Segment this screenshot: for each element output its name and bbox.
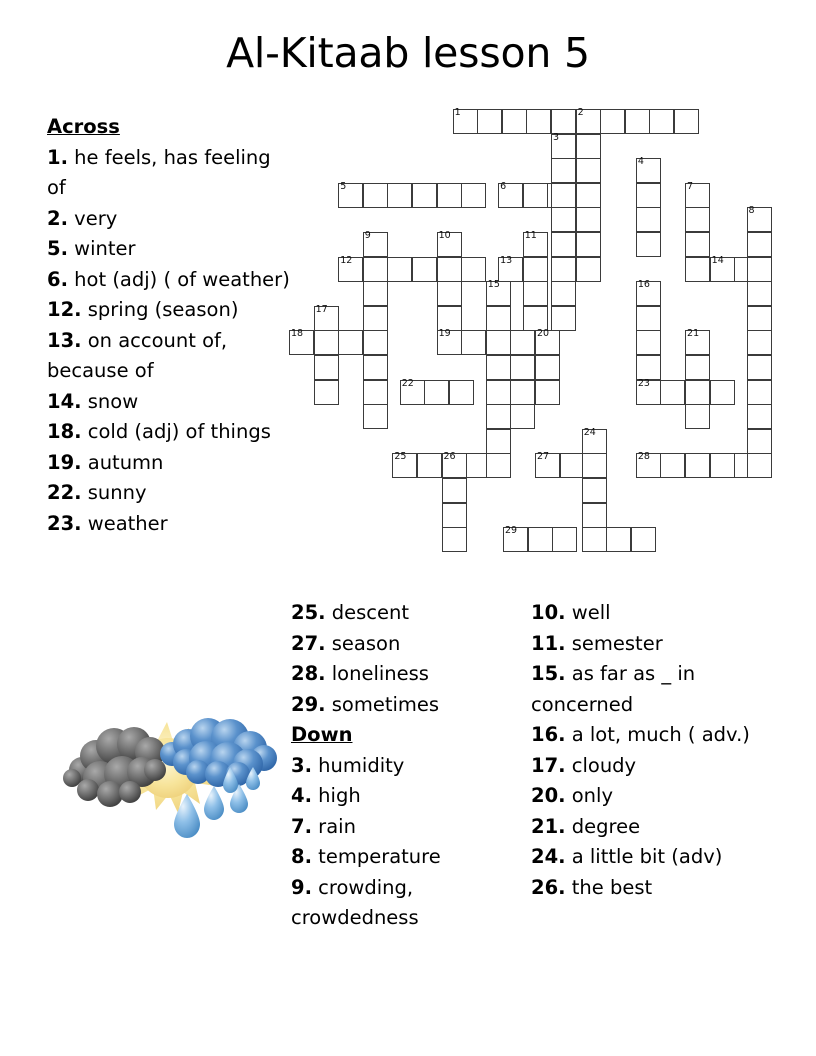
page-title: Al-Kitaab lesson 5 xyxy=(226,29,590,77)
crossword-cell[interactable] xyxy=(461,183,486,208)
clue-number: 20. xyxy=(531,784,566,807)
clue-item xyxy=(291,873,523,934)
crossword-cell[interactable] xyxy=(685,330,710,355)
clue-number: 13. xyxy=(47,328,82,352)
clue-number: 18. xyxy=(47,420,82,443)
crossword-cell-number: 18 xyxy=(291,328,304,340)
crossword-cell-number: 14 xyxy=(711,254,724,266)
crossword-cell[interactable] xyxy=(363,355,388,380)
crossword-cell[interactable] xyxy=(582,478,607,503)
crossword-cell[interactable] xyxy=(747,330,772,355)
crossword-cell[interactable] xyxy=(486,429,511,454)
crossword-cell[interactable] xyxy=(453,109,478,134)
crossword-cell[interactable] xyxy=(576,183,601,208)
clue-text: spring (season) xyxy=(81,298,239,321)
crossword-cell[interactable] xyxy=(582,503,607,528)
crossword-cell[interactable] xyxy=(685,404,710,429)
clue-text: semester xyxy=(565,631,663,655)
crossword-cell[interactable] xyxy=(486,404,511,429)
crossword-cell[interactable] xyxy=(417,453,442,478)
crossword-cell[interactable] xyxy=(314,330,339,355)
clue-item xyxy=(291,781,523,812)
crossword-cell[interactable] xyxy=(636,207,661,232)
crossword-cell-number: 4 xyxy=(637,156,644,168)
crossword-cell[interactable] xyxy=(523,183,548,208)
crossword-cell-number: 24 xyxy=(583,426,596,438)
clue-text: degree xyxy=(565,814,641,838)
crossword-cell[interactable] xyxy=(576,232,601,257)
clue-text: snow xyxy=(81,389,139,413)
clue-item xyxy=(291,598,523,629)
crossword-cell[interactable] xyxy=(710,380,735,405)
crossword-cell[interactable] xyxy=(636,306,661,331)
crossword-cell[interactable] xyxy=(363,306,388,331)
clue-text: humidity xyxy=(311,753,405,777)
crossword-cell[interactable] xyxy=(551,306,576,331)
crossword-cell-number: 21 xyxy=(687,328,700,340)
crossword-cell[interactable] xyxy=(449,380,474,405)
crossword-cell-number: 28 xyxy=(637,451,650,463)
crossword-cell[interactable] xyxy=(625,109,650,134)
crossword-cell[interactable] xyxy=(502,109,527,134)
crossword-cell[interactable] xyxy=(551,158,576,183)
clue-text: season xyxy=(325,631,401,655)
crossword-cell-number: 15 xyxy=(487,279,500,291)
crossword-cell[interactable] xyxy=(363,404,388,429)
crossword-cell[interactable] xyxy=(685,207,710,232)
clue-item xyxy=(531,812,777,843)
clue-number: 6. xyxy=(47,267,68,291)
clue-text: rain xyxy=(311,814,356,838)
crossword-cell[interactable] xyxy=(503,527,528,552)
clue-number: 15. xyxy=(531,662,566,685)
crossword-cell[interactable] xyxy=(636,183,661,208)
clue-number: 10. xyxy=(531,601,566,624)
crossword-cell[interactable] xyxy=(363,281,388,306)
crossword-cell[interactable] xyxy=(363,330,388,355)
clue-item xyxy=(47,204,293,235)
clues-column-right xyxy=(531,598,777,903)
crossword-cell[interactable] xyxy=(392,453,417,478)
crossword-cell[interactable] xyxy=(649,109,674,134)
weather-clipart xyxy=(52,700,284,840)
crossword-cell[interactable] xyxy=(498,254,523,282)
crossword-cell-number: 20 xyxy=(537,328,550,340)
crossword-cell-number: 9 xyxy=(364,230,371,241)
crossword-cell[interactable] xyxy=(535,380,560,405)
crossword-cell[interactable] xyxy=(685,380,710,405)
across-heading: Across xyxy=(47,115,120,138)
clue-item xyxy=(531,629,777,660)
clue-number: 22. xyxy=(47,481,82,504)
crossword-cell-number: 16 xyxy=(637,279,650,291)
crossword-cell[interactable] xyxy=(510,355,535,380)
crossword-cell[interactable] xyxy=(314,303,339,331)
clue-number: 19. xyxy=(47,450,82,474)
crossword-cell[interactable] xyxy=(510,330,535,355)
crossword-cell-number: 13 xyxy=(500,254,513,266)
crossword-cell[interactable] xyxy=(582,527,607,552)
crossword-cell[interactable] xyxy=(363,232,388,257)
clue-item xyxy=(291,812,523,843)
clue-number: 5. xyxy=(47,237,68,260)
clue-text: the best xyxy=(565,875,653,899)
crossword-cell[interactable] xyxy=(461,330,486,355)
crossword-cell[interactable] xyxy=(551,257,576,282)
clue-number: 2. xyxy=(47,206,68,230)
crossword-cell[interactable] xyxy=(437,330,462,355)
crossword-cell[interactable] xyxy=(437,306,462,331)
clue-number: 3. xyxy=(291,753,312,777)
crossword-cell[interactable] xyxy=(338,330,363,355)
clue-number: 14. xyxy=(47,389,82,413)
clue-item xyxy=(531,781,777,812)
clue-number: 27. xyxy=(291,631,326,655)
crossword-cell[interactable] xyxy=(412,183,437,208)
crossword-cell[interactable] xyxy=(576,109,601,134)
clue-item xyxy=(47,448,293,479)
crossword-cell[interactable] xyxy=(486,281,511,306)
clue-number: 23. xyxy=(47,511,82,535)
crossword-cell[interactable] xyxy=(437,281,462,306)
crossword-cell-number: 8 xyxy=(748,205,755,217)
crossword-cell[interactable] xyxy=(636,453,661,478)
clue-text: cloudy xyxy=(565,753,637,777)
crossword-cell[interactable] xyxy=(535,453,560,478)
crossword-cell-number: 22 xyxy=(401,377,414,389)
clue-number: 28. xyxy=(291,662,326,685)
crossword-cell[interactable] xyxy=(747,380,772,405)
crossword-cell-number: 26 xyxy=(443,451,456,463)
clue-item xyxy=(291,842,523,873)
clue-item xyxy=(47,387,293,418)
clue-item xyxy=(47,234,293,265)
crossword-cell[interactable] xyxy=(636,330,661,355)
crossword-cell[interactable] xyxy=(631,527,656,552)
clue-number: 12. xyxy=(47,298,82,321)
clue-number: 16. xyxy=(531,723,566,746)
clue-text: a little bit (adv) xyxy=(565,845,723,868)
down-heading: Down xyxy=(291,723,353,746)
crossword-cell[interactable] xyxy=(710,254,735,282)
clue-text: on account of, because of xyxy=(47,328,228,382)
clue-number: 9. xyxy=(291,875,312,899)
crossword-cell[interactable] xyxy=(636,355,661,380)
crossword-cell[interactable] xyxy=(551,183,576,208)
crossword-cell[interactable] xyxy=(552,527,577,552)
crossword-cell-number: 27 xyxy=(537,451,550,463)
clue-text: sunny xyxy=(81,481,147,504)
crossword-cell[interactable] xyxy=(535,330,560,355)
crossword-cell[interactable] xyxy=(523,306,548,331)
crossword-cell[interactable] xyxy=(576,158,601,183)
crossword-cell[interactable] xyxy=(523,281,548,306)
crossword-cell[interactable] xyxy=(582,426,607,454)
clue-text: weather xyxy=(81,511,168,535)
crossword-cell[interactable] xyxy=(576,207,601,232)
clue-text: only xyxy=(565,784,613,807)
crossword-cell[interactable] xyxy=(442,503,467,528)
clue-text: autumn xyxy=(81,450,164,474)
clue-text: cold (adj) of things xyxy=(81,420,271,443)
clue-item xyxy=(47,295,293,326)
gray-cloud-icon xyxy=(63,727,166,807)
crossword-cell[interactable] xyxy=(363,380,388,405)
clues-column-across xyxy=(47,112,293,539)
crossword-cell[interactable] xyxy=(314,380,339,405)
clue-number: 4. xyxy=(291,784,312,807)
crossword-cell[interactable] xyxy=(442,478,467,503)
crossword-cell[interactable] xyxy=(510,404,535,429)
crossword-cell-number: 17 xyxy=(315,303,328,315)
crossword-cell[interactable] xyxy=(510,380,535,405)
crossword-cell[interactable] xyxy=(363,257,388,282)
crossword-cell-number: 5 xyxy=(340,180,347,192)
crossword-cell[interactable] xyxy=(685,257,710,282)
crossword-cell[interactable] xyxy=(551,281,576,306)
crossword-cell[interactable] xyxy=(535,355,560,380)
crossword-cell[interactable] xyxy=(437,257,462,282)
clue-text: hot (adj) ( of weather) xyxy=(67,267,290,291)
clue-text: very xyxy=(67,206,118,230)
clue-item xyxy=(47,417,293,448)
crossword-cell[interactable] xyxy=(576,257,601,282)
crossword-cell[interactable] xyxy=(461,257,486,282)
clue-number: 7. xyxy=(291,814,312,838)
crossword-cell-number: 10 xyxy=(438,230,451,241)
crossword-cell[interactable] xyxy=(636,232,661,257)
crossword-cell[interactable] xyxy=(486,330,511,355)
clue-text: temperature xyxy=(311,845,441,868)
crossword-cell[interactable] xyxy=(747,453,772,478)
crossword-cell[interactable] xyxy=(528,527,553,552)
crossword-cell[interactable] xyxy=(710,453,735,478)
crossword-cell[interactable] xyxy=(486,306,511,331)
clue-text: as far as _ in concerned xyxy=(531,662,696,716)
crossword-cell-number: 7 xyxy=(687,180,694,192)
clue-number: 29. xyxy=(291,692,326,716)
crossword-cell[interactable] xyxy=(685,355,710,380)
clue-item xyxy=(47,265,293,296)
crossword-cell[interactable] xyxy=(551,232,576,257)
crossword-cell-number: 11 xyxy=(524,230,537,241)
crossword-cell[interactable] xyxy=(363,183,388,208)
clue-text: crowding, crowdedness xyxy=(291,875,419,929)
crossword-cell[interactable] xyxy=(551,207,576,232)
crossword-cell[interactable] xyxy=(437,232,462,257)
crossword-grid[interactable] xyxy=(289,109,779,539)
crossword-cell[interactable] xyxy=(747,232,772,257)
clue-item xyxy=(47,143,293,204)
clue-item xyxy=(291,629,523,660)
clue-text: winter xyxy=(67,237,136,260)
crossword-cell[interactable] xyxy=(477,109,502,134)
clue-item xyxy=(531,873,777,904)
clue-number: 1. xyxy=(47,145,68,169)
clue-text: high xyxy=(311,784,361,807)
clue-item xyxy=(531,659,777,720)
crossword-cell[interactable] xyxy=(685,453,710,478)
crossword-cell[interactable] xyxy=(437,183,462,208)
crossword-cell[interactable] xyxy=(660,453,685,478)
crossword-cell[interactable] xyxy=(486,453,511,478)
clue-item xyxy=(47,478,293,509)
clue-item xyxy=(47,509,293,540)
crossword-cell[interactable] xyxy=(486,380,511,405)
clue-number: 11. xyxy=(531,631,566,655)
crossword-cell[interactable] xyxy=(523,232,548,257)
crossword-cell[interactable] xyxy=(442,453,467,478)
crossword-cell[interactable] xyxy=(685,232,710,257)
crossword-cell[interactable] xyxy=(747,257,772,282)
crossword-cell-number: 1 xyxy=(454,107,461,118)
crossword-cell[interactable] xyxy=(424,380,449,405)
crossword-cell[interactable] xyxy=(387,257,412,282)
clue-text: loneliness xyxy=(325,662,429,685)
clue-item xyxy=(291,659,523,690)
crossword-cell[interactable] xyxy=(338,180,363,208)
clue-text: sometimes xyxy=(325,692,440,716)
crossword-cell[interactable] xyxy=(486,355,511,380)
crossword-cell-number: 25 xyxy=(394,451,407,463)
clue-text: he feels, has feeling of xyxy=(47,145,271,199)
clue-number: 17. xyxy=(531,753,566,777)
clues-column-middle xyxy=(291,598,523,934)
crossword-cell[interactable] xyxy=(600,109,625,134)
crossword-cell-number: 12 xyxy=(340,254,353,266)
clue-item xyxy=(531,720,777,751)
crossword-cell[interactable] xyxy=(674,109,699,134)
clue-number: 21. xyxy=(531,814,566,838)
crossword-cell[interactable] xyxy=(685,180,710,208)
crossword-cell-number: 6 xyxy=(500,180,507,192)
clue-item xyxy=(291,751,523,782)
crossword-cell[interactable] xyxy=(387,183,412,208)
crossword-cell[interactable] xyxy=(338,254,363,282)
crossword-cell-number: 19 xyxy=(438,328,451,340)
crossword-cell[interactable] xyxy=(412,257,437,282)
crossword-cell-number: 3 xyxy=(552,131,560,143)
crossword-cell-number: 23 xyxy=(637,377,650,389)
clue-number: 8. xyxy=(291,845,312,868)
clue-text: descent xyxy=(325,601,410,624)
crossword-cell[interactable] xyxy=(636,158,661,183)
crossword-cell[interactable] xyxy=(747,306,772,331)
crossword-cell[interactable] xyxy=(442,527,467,552)
clue-text: well xyxy=(565,601,611,624)
clue-item xyxy=(531,842,777,873)
clue-number: 25. xyxy=(291,601,326,624)
crossword-cell[interactable] xyxy=(551,109,576,134)
crossword-cell-number: 29 xyxy=(505,525,518,537)
crossword-cell-number: 2 xyxy=(577,107,584,118)
crossword-cell[interactable] xyxy=(314,355,339,380)
crossword-cell[interactable] xyxy=(523,257,548,282)
clue-item xyxy=(531,751,777,782)
crossword-cell[interactable] xyxy=(747,404,772,429)
clue-item xyxy=(531,598,777,629)
crossword-cell[interactable] xyxy=(526,109,551,134)
crossword-cell[interactable] xyxy=(498,180,523,208)
crossword-cell[interactable] xyxy=(400,377,425,405)
crossword-cell[interactable] xyxy=(606,527,631,552)
clue-item xyxy=(291,690,523,721)
crossword-cell[interactable] xyxy=(582,453,607,478)
clue-number: 26. xyxy=(531,875,566,899)
crossword-cell[interactable] xyxy=(636,281,661,306)
crossword-cell[interactable] xyxy=(747,429,772,454)
crossword-cell[interactable] xyxy=(747,207,772,232)
crossword-cell[interactable] xyxy=(576,134,601,159)
clue-number: 24. xyxy=(531,845,566,868)
clue-text: a lot, much ( adv.) xyxy=(565,723,750,746)
crossword-cell[interactable] xyxy=(551,131,576,159)
crossword-cell[interactable] xyxy=(747,355,772,380)
crossword-cell[interactable] xyxy=(747,281,772,306)
crossword-cell[interactable] xyxy=(660,380,685,405)
crossword-cell[interactable] xyxy=(636,377,661,405)
clue-item xyxy=(47,326,293,387)
